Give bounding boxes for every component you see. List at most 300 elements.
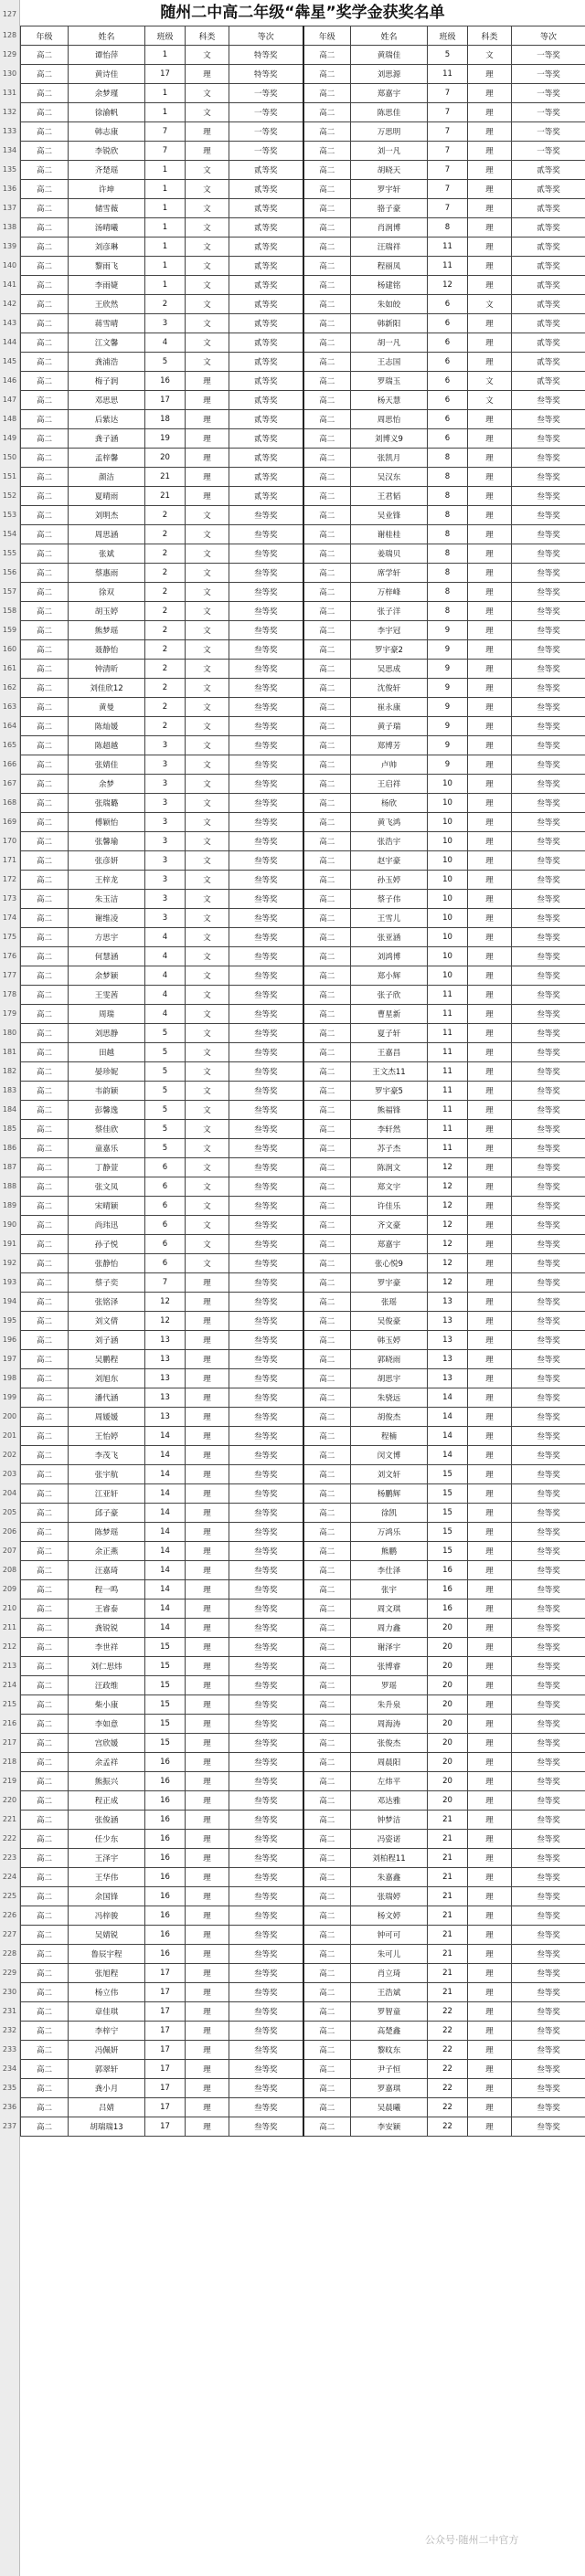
cell-class: 9 <box>428 736 468 755</box>
cell-name: 孙玉婷 <box>351 871 428 890</box>
cell-grade: 高二 <box>21 698 69 717</box>
cell-grade: 高二 <box>21 1715 69 1734</box>
cell-level: 叁等奖 <box>512 1926 585 1945</box>
cell-class: 15 <box>428 1523 468 1542</box>
cell-grade: 高二 <box>21 65 69 84</box>
cell-name: 郑小辉 <box>351 966 428 986</box>
table-row <box>21 1293 585 1312</box>
cell-subject: 文 <box>186 199 229 218</box>
cell-level: 贰等奖 <box>512 333 585 353</box>
cell-level: 叁等奖 <box>229 1484 303 1504</box>
cell-name: 张俊涵 <box>69 1811 145 1830</box>
cell-class: 21 <box>428 1906 468 1926</box>
row-number: 164 <box>2 722 17 730</box>
cell-grade: 高二 <box>303 832 351 851</box>
cell-grade: 高二 <box>21 46 69 65</box>
cell-name: 黎雨飞 <box>69 257 145 276</box>
cell-level: 叁等奖 <box>512 1868 585 1887</box>
cell-subject: 理 <box>186 65 229 84</box>
cell-name: 夏子轩 <box>351 1024 428 1043</box>
table-row <box>21 1465 585 1484</box>
cell-level: 贰等奖 <box>229 314 303 333</box>
cell-level: 叁等奖 <box>512 794 585 813</box>
cell-class: 12 <box>145 1293 186 1312</box>
cell-grade: 高二 <box>21 1868 69 1887</box>
table-row <box>21 1177 585 1197</box>
cell-grade: 高二 <box>303 1216 351 1235</box>
cell-subject: 理 <box>186 1849 229 1868</box>
cell-level: 叁等奖 <box>512 813 585 832</box>
cell-subject: 理 <box>468 1599 512 1619</box>
cell-level: 叁等奖 <box>229 1734 303 1753</box>
cell-name: 罗宇轩 <box>351 180 428 199</box>
cell-name: 柴小康 <box>69 1695 145 1715</box>
cell-grade: 高二 <box>303 333 351 353</box>
cell-grade: 高二 <box>303 46 351 65</box>
cell-name: 李世祥 <box>69 1638 145 1657</box>
cell-name: 李茂飞 <box>69 1446 145 1465</box>
cell-name: 郑文宇 <box>351 1177 428 1197</box>
cell-class: 2 <box>145 544 186 564</box>
cell-subject: 理 <box>186 1446 229 1465</box>
cell-level: 贰等奖 <box>229 449 303 468</box>
row-number: 167 <box>2 779 17 787</box>
cell-level: 叁等奖 <box>512 2098 585 2117</box>
cell-grade: 高二 <box>303 199 351 218</box>
table-row <box>21 1983 585 2002</box>
cell-subject: 理 <box>468 1734 512 1753</box>
cell-class: 16 <box>145 1887 186 1906</box>
row-number: 201 <box>2 1431 17 1440</box>
cell-class: 13 <box>428 1350 468 1369</box>
cell-grade: 高二 <box>21 1542 69 1561</box>
cell-subject: 理 <box>186 391 229 410</box>
cell-level: 叁等奖 <box>512 1369 585 1388</box>
table-row <box>21 180 585 199</box>
row-number: 178 <box>2 990 17 998</box>
row-number: 203 <box>2 1470 17 1478</box>
row-number: 146 <box>2 376 17 385</box>
cell-class: 14 <box>428 1388 468 1408</box>
cell-subject: 理 <box>468 1753 512 1772</box>
cell-grade: 高二 <box>303 180 351 199</box>
cell-name: 王启祥 <box>351 775 428 794</box>
cell-name: 汪政维 <box>69 1676 145 1695</box>
cell-level: 叁等奖 <box>229 525 303 544</box>
table-row <box>21 832 585 851</box>
cell-level: 叁等奖 <box>512 1619 585 1638</box>
cell-level: 叁等奖 <box>512 1830 585 1849</box>
cell-class: 11 <box>428 1120 468 1139</box>
cell-name: 程丽凤 <box>351 257 428 276</box>
cell-grade: 高二 <box>21 1350 69 1369</box>
cell-level: 叁等奖 <box>229 1427 303 1446</box>
cell-class: 4 <box>145 928 186 947</box>
table-row <box>21 1254 585 1273</box>
cell-name: 张斌 <box>69 544 145 564</box>
cell-class: 1 <box>145 180 186 199</box>
cell-class: 6 <box>145 1177 186 1197</box>
table-row <box>21 1331 585 1350</box>
row-number: 193 <box>2 1278 17 1286</box>
row-number: 156 <box>2 568 17 576</box>
table-row <box>21 333 585 353</box>
cell-grade: 高二 <box>303 1811 351 1830</box>
cell-class: 7 <box>428 161 468 180</box>
cell-name: 李安颖 <box>351 2117 428 2137</box>
cell-level: 叁等奖 <box>229 1024 303 1043</box>
cell-level: 叁等奖 <box>512 525 585 544</box>
cell-class: 13 <box>428 1293 468 1312</box>
cell-subject: 文 <box>186 218 229 238</box>
table-row <box>21 2060 585 2079</box>
cell-subject: 理 <box>468 1811 512 1830</box>
cell-grade: 高二 <box>21 180 69 199</box>
cell-name: 王睿泰 <box>69 1599 145 1619</box>
cell-subject: 理 <box>468 1695 512 1715</box>
cell-grade: 高二 <box>303 1983 351 2002</box>
cell-class: 22 <box>428 2060 468 2079</box>
cell-grade: 高二 <box>21 2117 69 2137</box>
row-number: 220 <box>2 1796 17 1804</box>
cell-grade: 高二 <box>21 353 69 372</box>
cell-level: 叁等奖 <box>512 2041 585 2060</box>
row-number: 148 <box>2 415 17 423</box>
cell-level: 叁等奖 <box>512 506 585 525</box>
cell-name: 高楚鑫 <box>351 2022 428 2041</box>
cell-class: 7 <box>428 199 468 218</box>
cell-name: 周力鑫 <box>351 1619 428 1638</box>
cell-name: 刘文倩 <box>69 1312 145 1331</box>
cell-level: 叁等奖 <box>229 1657 303 1676</box>
cell-class: 1 <box>145 257 186 276</box>
table-row <box>21 1638 585 1657</box>
cell-level: 叁等奖 <box>512 660 585 679</box>
table-row <box>21 1312 585 1331</box>
cell-level: 叁等奖 <box>512 1120 585 1139</box>
row-number: 149 <box>2 434 17 442</box>
cell-level: 叁等奖 <box>229 1791 303 1811</box>
cell-grade: 高二 <box>303 717 351 736</box>
header-grade: 年级 <box>21 26 69 46</box>
row-number: 152 <box>2 491 17 500</box>
cell-class: 7 <box>428 103 468 122</box>
row-number: 141 <box>2 280 17 289</box>
cell-subject: 理 <box>468 468 512 487</box>
cell-subject: 理 <box>468 122 512 142</box>
cell-subject: 理 <box>468 353 512 372</box>
cell-class: 10 <box>428 871 468 890</box>
cell-class: 7 <box>145 122 186 142</box>
cell-level: 叁等奖 <box>512 679 585 698</box>
cell-level: 贰等奖 <box>512 238 585 257</box>
cell-subject: 理 <box>468 966 512 986</box>
cell-level: 叁等奖 <box>229 1887 303 1906</box>
row-number: 223 <box>2 1853 17 1862</box>
cell-name: 尹子恒 <box>351 2060 428 2079</box>
row-number: 191 <box>2 1240 17 1248</box>
cell-name: 张馨瑜 <box>69 832 145 851</box>
cell-level: 叁等奖 <box>229 1408 303 1427</box>
row-number: 226 <box>2 1911 17 1919</box>
cell-name: 邓思思 <box>69 391 145 410</box>
table-row <box>21 1753 585 1772</box>
cell-grade: 高二 <box>303 1964 351 1983</box>
cell-level: 叁等奖 <box>229 813 303 832</box>
cell-subject: 理 <box>186 1312 229 1331</box>
cell-level: 叁等奖 <box>229 2060 303 2079</box>
cell-name: 刘博义9 <box>351 429 428 449</box>
cell-name: 齐文豪 <box>351 1216 428 1235</box>
table-row <box>21 755 585 775</box>
header-class: 班级 <box>145 26 186 46</box>
table-row <box>21 1580 585 1599</box>
cell-name: 蔡惠雨 <box>69 564 145 583</box>
cell-name: 李雨婕 <box>69 276 145 295</box>
cell-name: 胡俊杰 <box>351 1408 428 1427</box>
cell-level: 叁等奖 <box>512 1158 585 1177</box>
cell-grade: 高二 <box>303 506 351 525</box>
cell-name: 张浩宇 <box>351 832 428 851</box>
row-number: 231 <box>2 2007 17 2015</box>
cell-level: 叁等奖 <box>229 1235 303 1254</box>
table-row <box>21 583 585 602</box>
cell-name: 杨建铭 <box>351 276 428 295</box>
table-row <box>21 736 585 755</box>
cell-subject: 理 <box>468 1887 512 1906</box>
cell-class: 17 <box>145 2022 186 2041</box>
cell-class: 17 <box>145 391 186 410</box>
table-row <box>21 640 585 660</box>
cell-subject: 理 <box>468 1235 512 1254</box>
cell-grade: 高二 <box>21 1427 69 1446</box>
cell-subject: 理 <box>468 1542 512 1561</box>
cell-grade: 高二 <box>21 2098 69 2117</box>
row-number: 162 <box>2 683 17 692</box>
cell-grade: 高二 <box>21 1235 69 1254</box>
cell-class: 6 <box>145 1216 186 1235</box>
cell-level: 叁等奖 <box>229 2098 303 2117</box>
cell-name: 龚锐锐 <box>69 1619 145 1638</box>
cell-name: 余国锋 <box>69 1887 145 1906</box>
cell-class: 20 <box>428 1772 468 1791</box>
cell-subject: 理 <box>186 372 229 391</box>
cell-subject: 理 <box>186 1657 229 1676</box>
cell-class: 21 <box>428 1926 468 1945</box>
cell-subject: 理 <box>468 851 512 871</box>
table-row <box>21 295 585 314</box>
cell-name: 童嘉乐 <box>69 1139 145 1158</box>
cell-subject: 理 <box>468 506 512 525</box>
row-number: 128 <box>2 31 17 39</box>
cell-grade: 高二 <box>21 1657 69 1676</box>
cell-level: 叁等奖 <box>512 564 585 583</box>
cell-level: 叁等奖 <box>229 1561 303 1580</box>
cell-subject: 文 <box>186 1120 229 1139</box>
cell-level: 叁等奖 <box>512 2002 585 2022</box>
cell-name: 刘仁思炜 <box>69 1657 145 1676</box>
row-number: 184 <box>2 1105 17 1114</box>
cell-name: 韦韵颖 <box>69 1082 145 1101</box>
cell-grade: 高二 <box>303 353 351 372</box>
cell-level: 叁等奖 <box>512 1983 585 2002</box>
cell-level: 叁等奖 <box>229 909 303 928</box>
cell-name: 周思涵 <box>69 525 145 544</box>
cell-level: 叁等奖 <box>229 832 303 851</box>
cell-level: 贰等奖 <box>512 314 585 333</box>
cell-name: 杨立伟 <box>69 1983 145 2002</box>
cell-grade: 高二 <box>303 1638 351 1657</box>
cell-class: 22 <box>428 2022 468 2041</box>
cell-grade: 高二 <box>303 1868 351 1887</box>
cell-grade: 高二 <box>21 1734 69 1753</box>
cell-class: 3 <box>145 794 186 813</box>
cell-name: 吕婧 <box>69 2098 145 2117</box>
cell-class: 1 <box>145 218 186 238</box>
cell-name: 何慧涵 <box>69 947 145 966</box>
cell-subject: 文 <box>186 353 229 372</box>
cell-subject: 理 <box>468 621 512 640</box>
cell-class: 7 <box>428 84 468 103</box>
cell-grade: 高二 <box>303 1772 351 1791</box>
cell-name: 徐凯 <box>351 1504 428 1523</box>
cell-class: 11 <box>428 1043 468 1062</box>
cell-class: 2 <box>145 679 186 698</box>
row-number: 232 <box>2 2026 17 2034</box>
cell-name: 张凯月 <box>351 449 428 468</box>
cell-level: 叁等奖 <box>512 487 585 506</box>
cell-grade: 高二 <box>21 1523 69 1542</box>
cell-subject: 文 <box>186 909 229 928</box>
cell-class: 14 <box>428 1446 468 1465</box>
cell-class: 16 <box>145 372 186 391</box>
cell-class: 8 <box>428 564 468 583</box>
cell-level: 一等奖 <box>512 103 585 122</box>
cell-name: 丁静萱 <box>69 1158 145 1177</box>
cell-subject: 理 <box>468 660 512 679</box>
cell-grade: 高二 <box>303 1465 351 1484</box>
cell-grade: 高二 <box>21 1312 69 1331</box>
cell-subject: 理 <box>468 1638 512 1657</box>
table-row <box>21 717 585 736</box>
cell-level: 叁等奖 <box>229 1638 303 1657</box>
cell-class: 2 <box>145 506 186 525</box>
header-level: 等次 <box>229 26 303 46</box>
cell-level: 贰等奖 <box>229 180 303 199</box>
cell-class: 14 <box>145 1619 186 1638</box>
cell-grade: 高二 <box>303 928 351 947</box>
row-number: 172 <box>2 875 17 883</box>
cell-grade: 高二 <box>21 890 69 909</box>
cell-grade: 高二 <box>21 1926 69 1945</box>
cell-class: 14 <box>145 1465 186 1484</box>
cell-name: 龚小月 <box>69 2079 145 2098</box>
cell-grade: 高二 <box>21 851 69 871</box>
cell-subject: 理 <box>468 679 512 698</box>
cell-grade: 高二 <box>303 1887 351 1906</box>
cell-name: 鲁辰宇程 <box>69 1945 145 1964</box>
cell-grade: 高二 <box>21 794 69 813</box>
cell-name: 储雪薇 <box>69 199 145 218</box>
cell-level: 叁等奖 <box>512 1177 585 1197</box>
cell-name: 卢帅 <box>351 755 428 775</box>
cell-name: 郑博芳 <box>351 736 428 755</box>
cell-level: 叁等奖 <box>512 1715 585 1734</box>
cell-level: 叁等奖 <box>512 1753 585 1772</box>
cell-subject: 理 <box>186 1369 229 1388</box>
cell-level: 贰等奖 <box>229 199 303 218</box>
cell-name: 崔永康 <box>351 698 428 717</box>
cell-level: 贰等奖 <box>229 429 303 449</box>
cell-subject: 理 <box>186 1561 229 1580</box>
table-row <box>21 1043 585 1062</box>
table-row <box>21 84 585 103</box>
row-number: 186 <box>2 1144 17 1152</box>
cell-grade: 高二 <box>303 1906 351 1926</box>
cell-class: 1 <box>145 103 186 122</box>
cell-name: 刘思静 <box>69 1024 145 1043</box>
cell-class: 22 <box>428 2041 468 2060</box>
cell-name: 周海涛 <box>351 1715 428 1734</box>
cell-subject: 理 <box>186 2079 229 2098</box>
cell-grade: 高二 <box>21 1273 69 1293</box>
cell-grade: 高二 <box>21 372 69 391</box>
cell-name: 赵宇豪 <box>351 851 428 871</box>
cell-grade: 高二 <box>21 986 69 1005</box>
cell-subject: 文 <box>186 890 229 909</box>
cell-subject: 文 <box>186 180 229 199</box>
cell-grade: 高二 <box>21 1830 69 1849</box>
table-row <box>21 1216 585 1235</box>
table-row <box>21 775 585 794</box>
cell-subject: 文 <box>186 986 229 1005</box>
table-row <box>21 1906 585 1926</box>
cell-subject: 理 <box>468 1024 512 1043</box>
award-table <box>20 26 585 2137</box>
table-row <box>21 1388 585 1408</box>
cell-subject: 理 <box>468 2117 512 2137</box>
cell-subject: 理 <box>186 1504 229 1523</box>
row-number: 202 <box>2 1451 17 1459</box>
cell-name: 张瑞璐 <box>69 794 145 813</box>
cell-grade: 高二 <box>303 1293 351 1312</box>
cell-name: 刘明杰 <box>69 506 145 525</box>
cell-name: 刘柏程11 <box>351 1849 428 1868</box>
cell-grade: 高二 <box>303 122 351 142</box>
cell-class: 2 <box>145 525 186 544</box>
cell-level: 一等奖 <box>229 122 303 142</box>
row-number: 183 <box>2 1086 17 1094</box>
cell-grade: 高二 <box>21 1849 69 1868</box>
cell-class: 11 <box>428 257 468 276</box>
cell-grade: 高二 <box>303 295 351 314</box>
cell-name: 姜瑞贝 <box>351 544 428 564</box>
cell-subject: 理 <box>468 832 512 851</box>
cell-subject: 理 <box>468 333 512 353</box>
cell-grade: 高二 <box>21 1388 69 1408</box>
cell-class: 11 <box>428 1101 468 1120</box>
cell-class: 10 <box>428 909 468 928</box>
cell-class: 13 <box>428 1369 468 1388</box>
cell-class: 4 <box>145 966 186 986</box>
row-number: 169 <box>2 818 17 826</box>
table-row <box>21 1772 585 1791</box>
cell-subject: 理 <box>468 1388 512 1408</box>
cell-level: 叁等奖 <box>512 640 585 660</box>
cell-class: 1 <box>145 46 186 65</box>
cell-grade: 高二 <box>21 621 69 640</box>
cell-name: 汤晴曦 <box>69 218 145 238</box>
